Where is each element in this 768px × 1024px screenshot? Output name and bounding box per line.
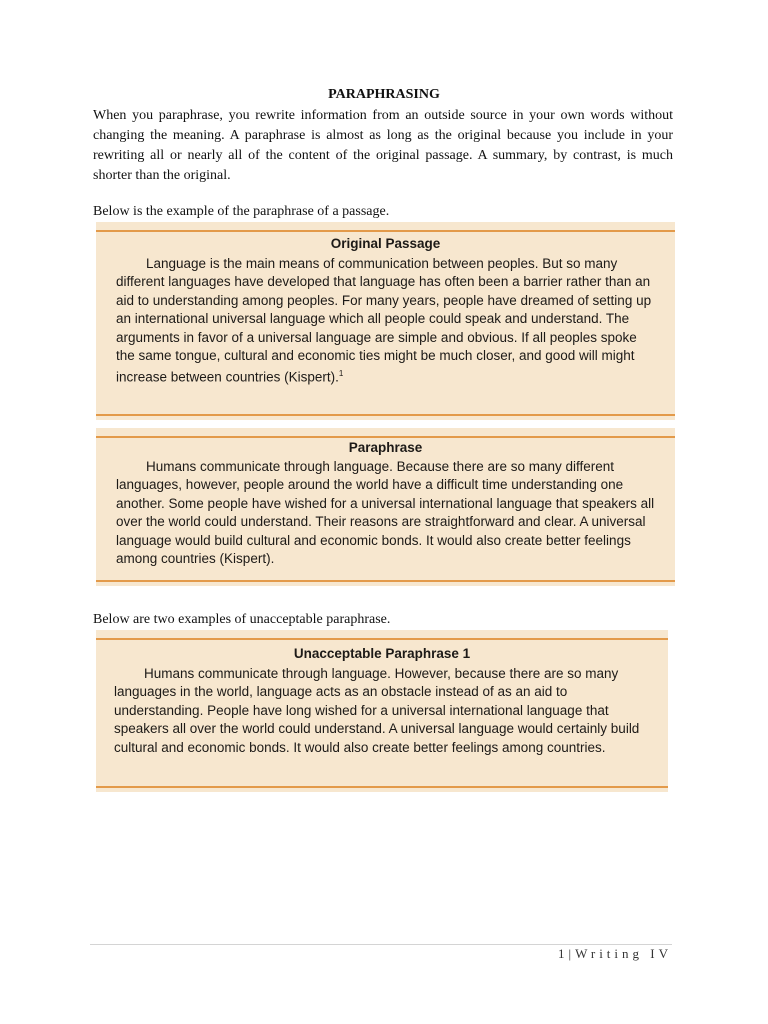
paraphrase-text: Humans communicate through language. Because there are so many different languages, however, people around the world have a difficult time understanding one another. Some people have wished for a universal international language that speakers all over the world could understand. Their reasons are straightforward and clear. A universal language would build cultural and economic bonds. It would also create better feelings among countries (Kispert).	[116, 459, 655, 567]
footer-rule	[90, 944, 672, 945]
unacceptable-paraphrase-1-title: Unacceptable Paraphrase 1	[293, 646, 471, 661]
footnote-mark: 1	[338, 369, 344, 379]
original-passage-body: Language is the main means of communication between peoples. But so many different languages have developed that language has often been a barrier rather than an aid to understanding among peoples. For many years, people have dreamed of setting up an international universal language which all people could speak and understand. The arguments in favor of a universal language are simple and obvious. If all peoples spoke the same tongue, cultural and economic ties might be much closer, and good will might increase between countries (Kispert).	[116, 256, 652, 385]
paraphrase-panel	[96, 428, 675, 586]
original-passage-text	[116, 255, 659, 387]
unacceptable-paraphrase-1-panel	[96, 630, 668, 792]
paraphrase-title: Paraphrase	[348, 440, 423, 455]
page-footer	[558, 946, 672, 962]
footer-separator: |	[568, 946, 576, 961]
unacceptable-intro: Below are two examples of unacceptable paraphrase.	[93, 612, 391, 627]
original-passage-title: Original Passage	[330, 236, 441, 251]
page-title: PARAPHRASING	[328, 87, 440, 102]
example-intro: Below is the example of the paraphrase of a passage.	[93, 204, 390, 219]
course-name: Writing IV	[575, 946, 672, 961]
unacceptable-paraphrase-1-text: Humans communicate through language. However, because there are so many languages in the world, language acts as an obstacle instead of as an aid to understanding. People have long wished for a universal international language that speakers all over the world could understand. A universal language would certainly build cultural and economic bonds. It would also create better feelings among countries.	[114, 666, 640, 755]
original-passage-panel	[96, 222, 675, 420]
page-number: 1	[558, 946, 569, 961]
intro-paragraph: When you paraphrase, you rewrite information from an outside source in your own words without changing the meaning. A paraphrase is almost as long as the original because you include in your rewriting all or nearly all of the content of the original passage. A summary, by contrast, is much shorter than the original.	[93, 108, 673, 183]
